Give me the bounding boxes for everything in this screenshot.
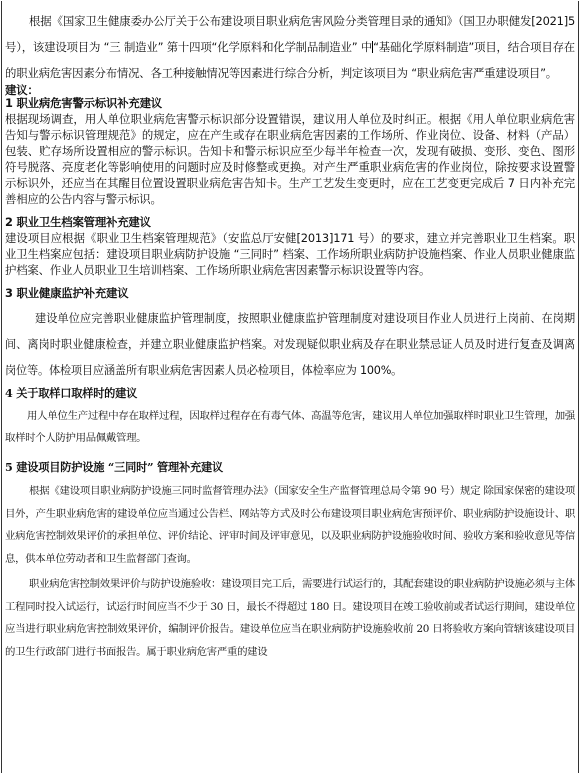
- section-1-body: 根据现场调查，用人单位职业病危害警示标识部分设置错误，建议用人单位及时纠正。根据《用人单位职业病危害告知与警示标识管理规范》的规定，应在产生或存在职业病危害因素的工作场所、作业岗位、设备、材料（产品）包装、贮存场所设置相应的警示标识。告知卡和警示标识应至少每半年检查一次，发现有破损、变形、变色、图形符号脱落、亮度老化等影响使用的问题时应及时修整或更换。对产生严重职业病危害的作业岗位，除按要求设置警示标识外，还应当在其醒目位置设置职业病危害告知卡。生产工艺发生变更时，应在工艺变更完成后 7 日内补充完善相应的公告内容与警示标识。: [5, 112, 575, 206]
- section-4-body: 用人单位生产过程中存在取样过程，因取样过程存在有毒气体、高温等危害，建议用人单位加强取样时职业卫生管理，加强取样时个人防护用品佩戴管理。: [5, 410, 575, 444]
- section-3-title: 3 职业健康监护补充建议: [5, 286, 129, 300]
- section-4-title: 4 关于取样口取样时的建议: [5, 386, 138, 400]
- section-2-title: 2 职业卫生档案管理补充建议: [5, 215, 151, 229]
- section-5-body-1: 根据《建设项目职业病防护设施三同时监督管理办法》（国家安全生产监督管理总局令第 90 号）规定 除国家保密的建设项目外，产生职业病危害的建设单位应当通过公告栏、网站等方式及时公布建设项目职业病危害预评价、职业病防护设施设计、职业病危害控制效果评价的承担单位、评价结论、评审时间及评审意见，以及职业病防护设施验收时间、验收方案和验收意见等信息，供本单位劳动者和卫生监督部门查询。: [5, 485, 575, 565]
- section-3-body: 建设单位应完善职业健康监护管理制度，按照职业健康监护管理制度对建设项目作业人员进行上岗前、在岗期间、离岗时职业健康检查，并建立职业健康监护档案。对发现疑似职业病及存在职业禁忌证人员及时进行复查及调离岗位等。体检项目应涵盖所有职业病危害因素人员必检项目，体检率应为 100%。: [5, 312, 575, 377]
- section-2-body: 建设项目应根据《职业卫生档案管理规范》（安监总厅安健[2013]171 号）的要求，建立并完善职业卫生档案。职业卫生档案应包括：建设项目职业病防护设施 “三同时” 档案、工作场所职业病防护设施档案、作业人员职业健康监护档案、作业人员职业卫生培训档案、工作场所职业病危害因素警示标识设置等内容。: [5, 231, 575, 277]
- intro-text-a: 根据《国家卫生健康委办公厅关于公布建设项目职业病危害风险分类管理目录的通知》（国卫办职健发[2021]5 号），该建设项目为 “三 制造业” 第十四项“化学原料和化学制品制造业” 中: [5, 14, 575, 54]
- intro-paragraph: [5, 8, 575, 86]
- section-5-body-2: 职业病危害控制效果评价与防护设施验收：建设项目完工后，需要进行试运行的，其配套建设的职业病防护设施必须与主体工程同时投入试运行，试运行时间应当不少于 30 日，最长不得超过 180 日。建设项目在竣工验收前或者试运行期间，建设单位应当进行职业病危害控制效果评价，编制评价报告。建设单位应当在职业病防护设施验收前 20 日将验收方案向管辖该建设项目的卫生行政部门进行书面报告。属于职业病危害严重的建设: [5, 578, 575, 658]
- section-1-title: 1 职业病危害警示标识补充建议: [5, 96, 162, 110]
- document-page: [1, 1, 579, 773]
- section-5-title: 5 建设项目防护设施 “三同时” 管理补充建议: [5, 460, 223, 474]
- intro-text-b: “基础化学原料制造”项目，结合项目存在的职业病危害因素分布情况、各工种接触情况等因素进行综合分析，判定该项目为 “职业病危害严重建设项目”。: [5, 40, 575, 80]
- suggestions-label: 建议：: [5, 83, 39, 97]
